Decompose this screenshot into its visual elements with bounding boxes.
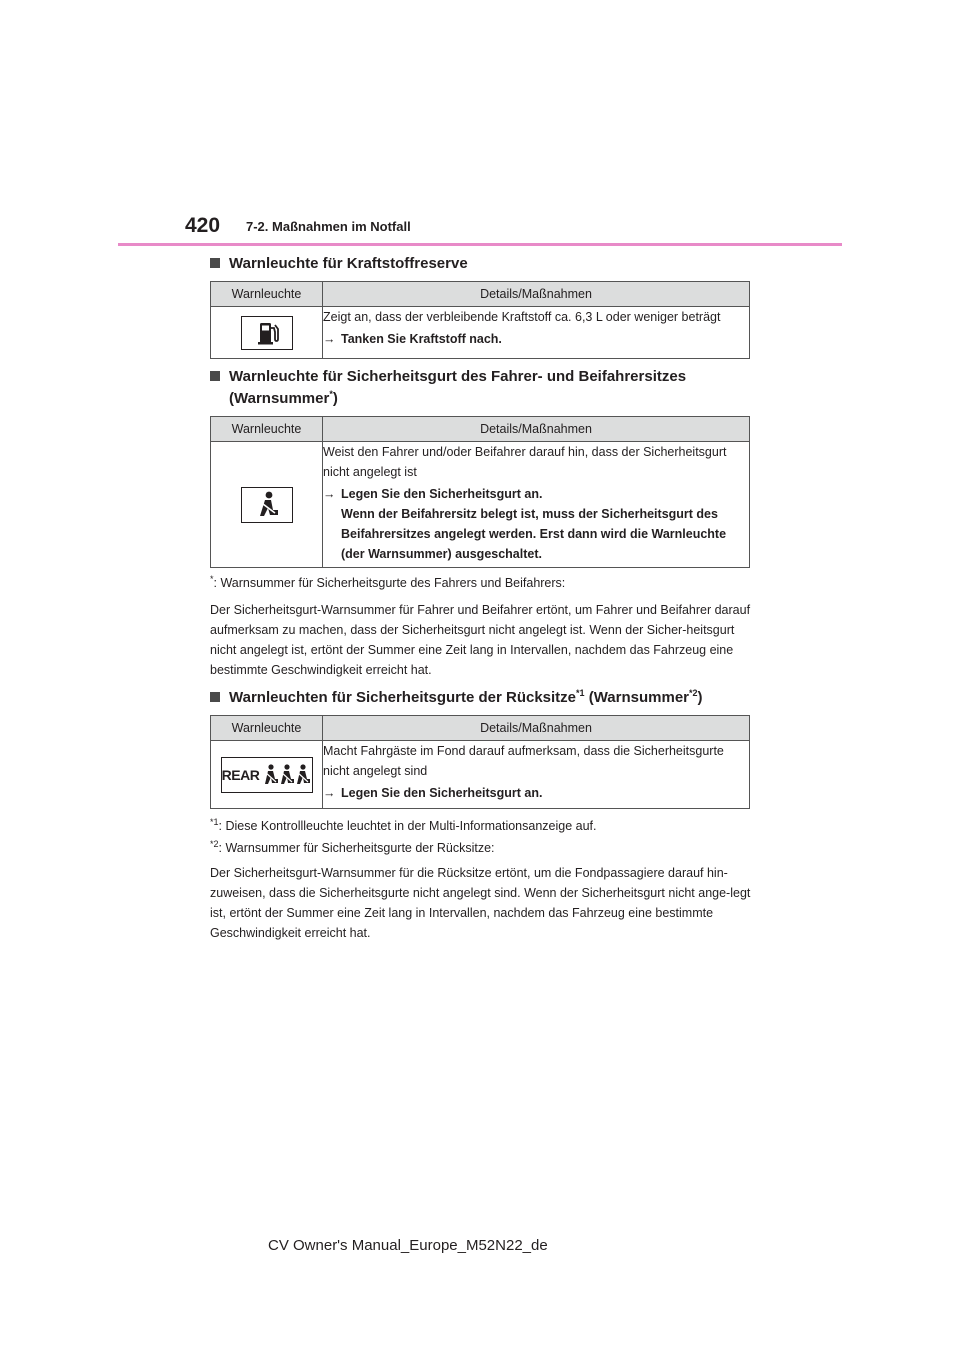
- footnote-2: $^{*2}$: Warnsummer für Sicherheitsgurte der Rücksitze:: [210, 838, 495, 855]
- arrow-right-icon: →: [323, 786, 336, 800]
- front-seatbelt-description: Weist den Fahrer und/oder Beifahrer darauf hin, dass der Sicherheitsgurt nicht angelegt ist: [323, 445, 727, 479]
- seatbelt-icon: [241, 487, 293, 523]
- fuel-pump-icon: [241, 316, 293, 350]
- column-header-light: Warnleuchte: [211, 716, 323, 741]
- rear-seatbelt-icon: REAR: [221, 757, 313, 793]
- footnote-star: *: Warnsummer für Sicherheitsgurte des Fahrers und Beifahrers:: [210, 573, 566, 590]
- square-bullet-icon: [210, 371, 220, 381]
- fuel-description: Zeigt an, dass der verbleibende Kraftstoff ca. 6,3 L oder weniger beträgt: [323, 310, 721, 324]
- square-bullet-icon: [210, 692, 220, 702]
- column-header-light: Warnleuchte: [211, 417, 323, 442]
- rear-seatbelt-action: → Legen Sie den Sicherheitsgurt an.: [323, 783, 749, 803]
- column-header-details: Details/Maßnahmen: [323, 417, 750, 442]
- header-divider: [118, 243, 842, 246]
- column-header-details: Details/Maßnahmen: [323, 716, 750, 741]
- front-seatbelt-paragraph: Der Sicherheitsgurt-Warnsummer für Fahrer und Beifahrer ertönt, um Fahrer und Beifahrer darauf aufmerksam zu machen, dass der Sicherheitsgurt nicht angelegt ist. Wenn der Sicher-heitsgurt nicht angelegt ist, ertönt der Summer eine Zeit lang in Intervallen, nachdem das Fahrzeug eine bestimmte Geschwindigkeit erreicht hat.: [210, 603, 751, 677]
- heading-fuel-reserve: Warnleuchte für Kraftstoffreserve: [210, 253, 468, 275]
- arrow-right-icon: →: [323, 487, 336, 501]
- rear-seatbelt-table: [210, 715, 750, 809]
- fuel-reserve-table: [210, 281, 750, 359]
- section-title: 7-2. Maßnahmen im Notfall: [246, 219, 411, 234]
- column-header-light: Warnleuchte: [211, 282, 323, 307]
- fuel-action: → Tanken Sie Kraftstoff nach.: [323, 329, 749, 349]
- arrow-right-icon: →: [323, 332, 336, 346]
- column-header-details: Details/Maßnahmen: [323, 282, 750, 307]
- footer-manual-id: CV Owner's Manual_Europe_M52N22_de: [268, 1237, 548, 1254]
- square-bullet-icon: [210, 258, 220, 268]
- front-seatbelt-action: → Legen Sie den Sicherheitsgurt an. Wenn der Beifahrersitz belegt ist, muss der Sicherheitsgurt des Beifahrersitzes angelegt werden. Erst dann wird die Warnleuchte (der Warnsummer) ausgeschaltet.: [323, 484, 749, 564]
- rear-seatbelt-paragraph: Der Sicherheitsgurt-Warnsummer für die Rücksitze ertönt, um die Fondpassagiere darauf hin-zuweisen, dass die Sicherheitsgurte nicht angelegt sind. Wenn der Sicherheitsgurt nicht ange-legt ist, ertönt der Summer eine Zeit lang in Intervallen, nachdem das Fahrzeug eine bestimmte Geschwindigkeit erreicht hat.: [210, 866, 751, 940]
- footnote-1: $^{*1}$: Diese Kontrollleuchte leuchtet in der Multi-Informationsanzeige auf.: [210, 816, 597, 833]
- page-number: 420: [185, 214, 221, 237]
- heading-front-seatbelt: Warnleuchte für Sicherheitsgurt des Fahrer- und Beifahrersitzes (Warnsummer*): [210, 366, 686, 410]
- heading-rear-seatbelt: Warnleuchten für Sicherheitsgurte der Rücksitze$^{*1}$ (Warnsummer$^{*2}$): [210, 687, 703, 709]
- rear-seatbelt-description: Macht Fahrgäste im Fond darauf aufmerksam, dass die Sicherheitsgurte nicht angelegt sind: [323, 744, 724, 778]
- front-seatbelt-table: [210, 416, 750, 568]
- rear-seat-occupants-icon: [263, 763, 311, 787]
